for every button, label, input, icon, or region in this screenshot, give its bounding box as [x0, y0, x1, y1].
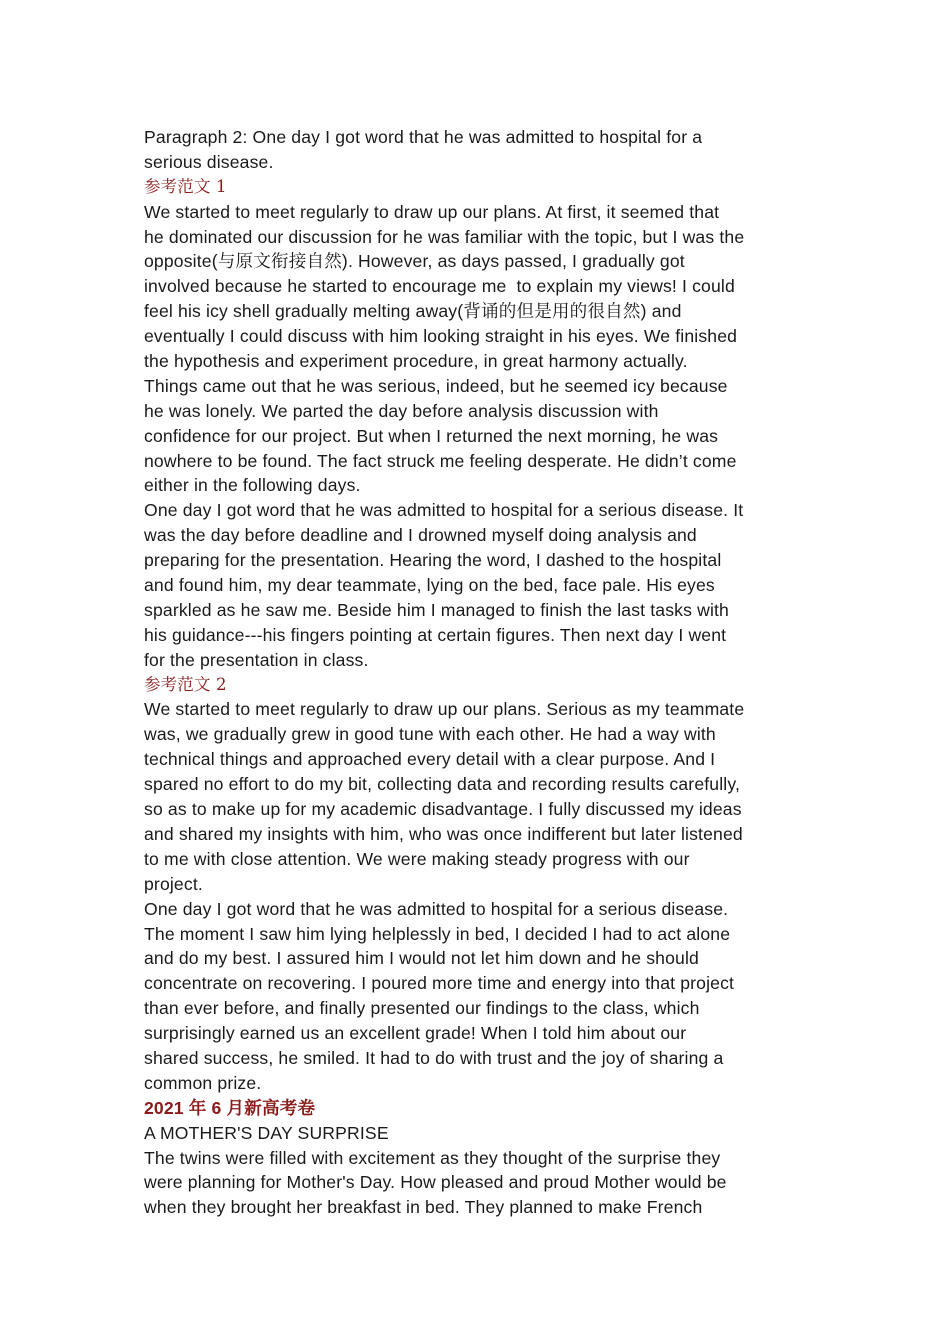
text-line: involved because he started to encourage me to explain my views! I could [144, 276, 735, 297]
story-paragraph [144, 1146, 816, 1221]
text-line: common prize. [144, 1072, 262, 1093]
story-title: A MOTHER'S DAY SURPRISE [144, 1122, 389, 1143]
text-line: One day I got word that he was admitted to hospital for a serious disease. It [144, 500, 744, 521]
text-line: was, we gradually grew in good tune with each other. He had a way with [144, 724, 716, 745]
text-line: sparkled as he saw me. Beside him I managed to finish the last tasks with [144, 599, 729, 620]
reference-essay-2-paragraph-2 [144, 897, 816, 1096]
reference-essay-1-paragraph-2 [144, 498, 816, 672]
text-line: either in the following days. [144, 475, 361, 496]
reference-essay-2-label: 参考范文 2 [144, 674, 227, 694]
text-line: than ever before, and finally presented our findings to the class, which [144, 998, 700, 1019]
paragraph2-prompt [144, 125, 816, 175]
text-line: Paragraph 2: One day I got word that he was admitted to hospital for a [144, 127, 703, 147]
text-line: opposite(与原文衔接自然). However, as days passed, I gradually got [144, 251, 685, 272]
text-line: for the presentation in class. [144, 649, 369, 670]
text-line: We started to meet regularly to draw up our plans. At first, it seemed that [144, 201, 720, 222]
text-line: technical things and approached every detail with a clear purpose. And I [144, 749, 716, 770]
section-heading: 2021 年 6 月新高考卷 [144, 1097, 316, 1118]
text-line: were planning for Mother's Day. How pleased and proud Mother would be [144, 1172, 727, 1193]
text-line: shared success, he smiled. It had to do with trust and the joy of sharing a [144, 1047, 724, 1068]
text-line: and do my best. I assured him I would not let him down and he should [144, 948, 699, 969]
text-line: project. [144, 873, 203, 894]
text-line: confidence for our project. But when I returned the next morning, he was [144, 425, 719, 446]
document-page [144, 125, 816, 1220]
text-line: surprisingly earned us an excellent grade! When I told him about our [144, 1023, 687, 1044]
text-line: One day I got word that he was admitted to hospital for a serious disease. [144, 898, 729, 919]
text-line: the hypothesis and experiment procedure, in great harmony actually. [144, 351, 688, 372]
reference-essay-1-paragraph-1 [144, 200, 816, 499]
text-line: We started to meet regularly to draw up our plans. Serious as my teammate [144, 699, 745, 720]
text-line: spared no effort to do my bit, collecting data and recording results carefully, [144, 774, 741, 795]
reference-essay-2-paragraph-1 [144, 697, 816, 896]
text-line: and shared my insights with him, who was once indifferent but later listened [144, 823, 743, 844]
text-line: Things came out that he was serious, indeed, but he seemed icy because [144, 375, 728, 396]
text-line: concentrate on recovering. I poured more time and energy into that project [144, 973, 735, 994]
text-line: nowhere to be found. The fact struck me feeling desperate. He didn’t come [144, 450, 737, 471]
text-line: serious disease. [144, 151, 274, 172]
text-line: to me with close attention. We were making steady progress with our [144, 848, 690, 869]
text-line: when they brought her breakfast in bed. They planned to make French [144, 1197, 703, 1218]
text-line: was the day before deadline and I drowned myself doing analysis and [144, 525, 697, 546]
text-line: The twins were filled with excitement as they thought of the surprise they [144, 1147, 721, 1168]
text-line: he dominated our discussion for he was familiar with the topic, but I was the [144, 226, 745, 247]
text-line: feel his icy shell gradually melting away(背诵的但是用的很自然) and [144, 301, 682, 322]
text-line: The moment I saw him lying helplessly in bed, I decided I had to act alone [144, 923, 731, 944]
reference-essay-1-label: 参考范文 1 [144, 176, 227, 196]
text-line: his guidance---his fingers pointing at certain figures. Then next day I went [144, 624, 727, 645]
text-line: preparing for the presentation. Hearing the word, I dashed to the hospital [144, 550, 722, 571]
text-line: eventually I could discuss with him looking straight in his eyes. We finished [144, 326, 738, 347]
text-line: so as to make up for my academic disadvantage. I fully discussed my ideas [144, 799, 742, 820]
text-line: he was lonely. We parted the day before analysis discussion with [144, 400, 659, 421]
text-line: and found him, my dear teammate, lying on the bed, face pale. His eyes [144, 575, 715, 596]
